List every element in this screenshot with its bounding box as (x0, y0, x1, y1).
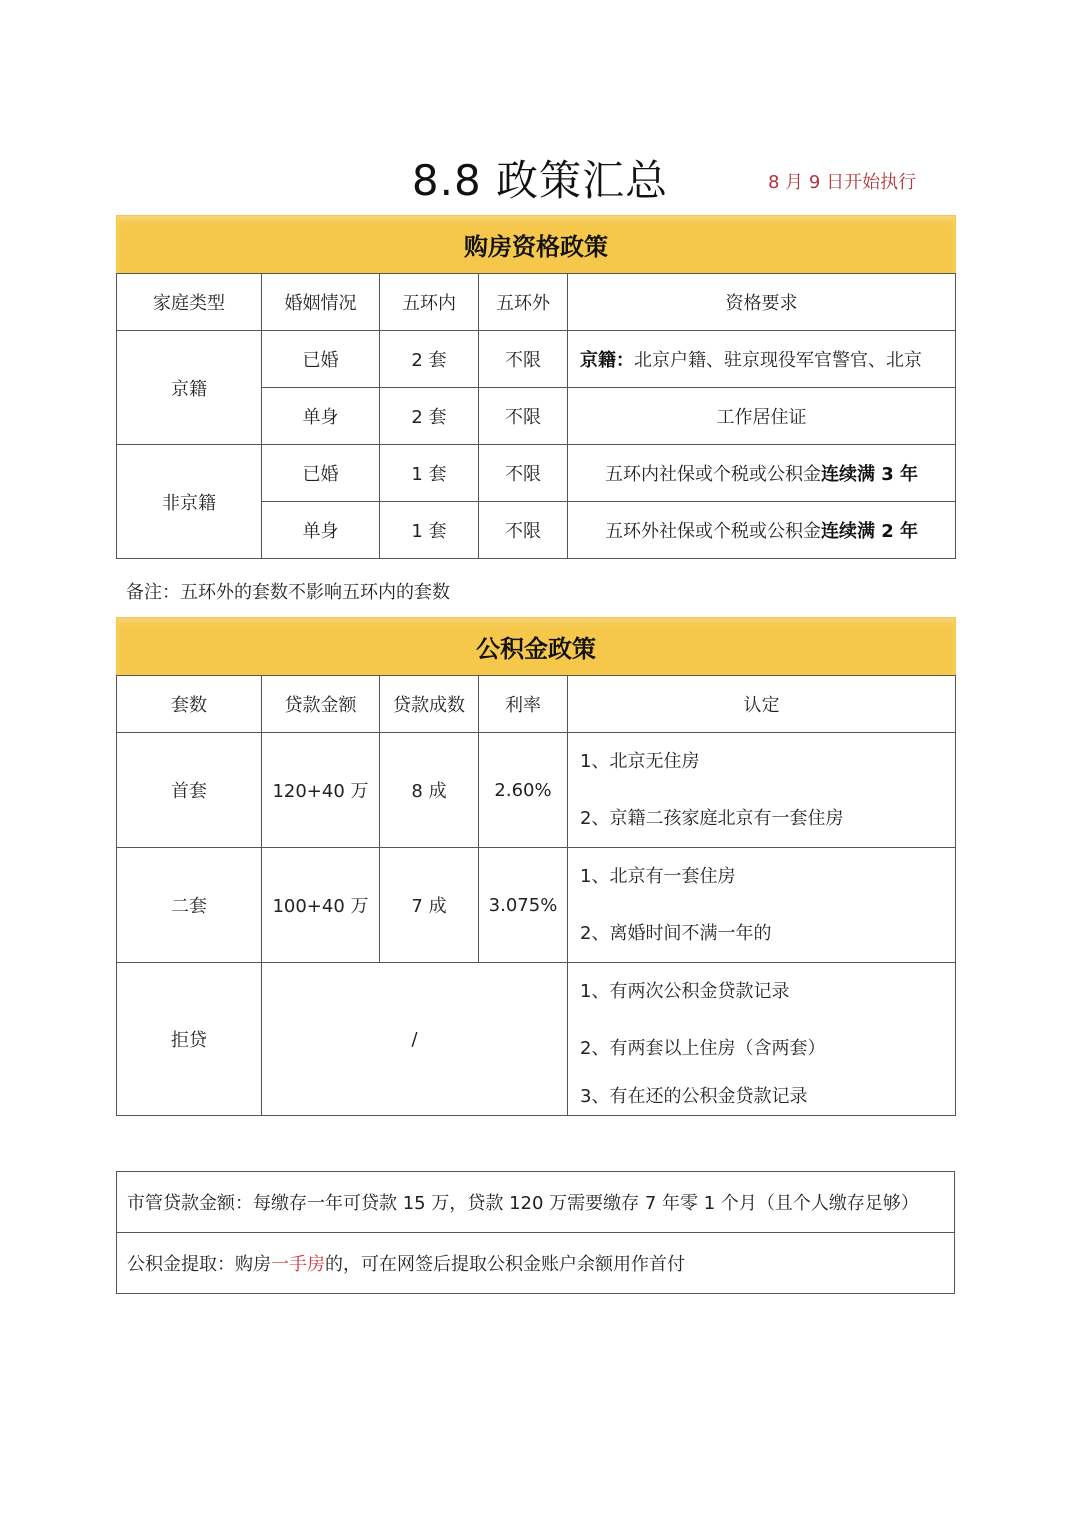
requirement-feijing-inside (568, 445, 956, 502)
header-rate: 利率 (479, 676, 568, 733)
table-row (117, 963, 956, 1116)
outside-count-cell: 不限 (479, 331, 568, 388)
set-cell: 二套 (117, 848, 262, 963)
inside-count-cell: 2 套 (380, 331, 479, 388)
withdrawal-text-b: 的，可在网签后提取公积金账户余额用作首付 (325, 1254, 685, 1275)
table-row (117, 331, 956, 388)
requirement-jing-line2: 工作居住证 (568, 388, 956, 445)
header-ratio: 贷款成数 (380, 676, 479, 733)
outside-count-cell: 不限 (479, 445, 568, 502)
header-amount: 贷款金额 (262, 676, 380, 733)
table-header-row (117, 274, 956, 331)
requirement-text: 五环内社保或个税或公积金 (604, 464, 821, 485)
criteria-item: 3、有在还的公积金贷款记录 (580, 1086, 808, 1107)
inside-count-cell: 1 套 (380, 445, 479, 502)
ratio-cell: 8 成 (380, 733, 479, 848)
criteria-item: 1、北京无住房 (580, 751, 700, 772)
fund-policy-heading: 公积金政策 (117, 618, 956, 676)
amount-cell: 120+40 万 (262, 733, 380, 848)
table-header-row (117, 676, 956, 733)
marital-cell: 已婚 (262, 445, 380, 502)
loan-amount-info: 市管贷款金额：每缴存一年可贷款 15 万，贷款 120 万需要缴存 7 年零 1 个月（且个人缴存足够） (127, 1193, 919, 1214)
criteria-cell (568, 733, 956, 848)
table-row (117, 445, 956, 502)
rate-cell: 2.60% (479, 733, 568, 848)
header-marital: 婚姻情况 (262, 274, 380, 331)
page-title: 8.8 政策汇总 (411, 156, 669, 205)
header-family-type: 家庭类型 (117, 274, 262, 331)
withdrawal-text-a: 公积金提取：购房 (127, 1254, 271, 1275)
family-type-jing: 京籍 (117, 331, 262, 445)
outside-count-cell: 不限 (479, 502, 568, 559)
requirement-jing-line1 (568, 331, 956, 388)
rate-cell: 3.075% (479, 848, 568, 963)
amount-cell: 100+40 万 (262, 848, 380, 963)
outside-count-cell: 不限 (479, 388, 568, 445)
reject-middle-cell: / (262, 963, 568, 1116)
withdrawal-highlight: 一手房 (271, 1254, 325, 1275)
criteria-item: 2、有两套以上住房（含两套） (580, 1038, 826, 1059)
purchase-policy-heading: 购房资格政策 (117, 216, 956, 274)
set-cell: 拒贷 (117, 963, 262, 1116)
fund-withdrawal-info (117, 1232, 954, 1293)
requirement-text: 五环外社保或个税或公积金 (604, 521, 821, 542)
header-criteria: 认定 (568, 676, 956, 733)
header-outside-5th-ring: 五环外 (479, 274, 568, 331)
criteria-cell (568, 848, 956, 963)
ratio-cell: 7 成 (380, 848, 479, 963)
fund-policy-table (116, 617, 956, 1116)
requirement-duration: 连续满 3 年 (820, 464, 919, 485)
criteria-item: 2、京籍二孩家庭北京有一套住房 (580, 808, 844, 829)
effective-date: 8 月 9 日开始执行 (768, 172, 917, 193)
requirement-duration: 连续满 2 年 (820, 521, 919, 542)
criteria-item: 1、北京有一套住房 (580, 866, 736, 887)
requirement-jing-text: 北京户籍、驻京现役军官警官、北京 (634, 350, 922, 371)
criteria-item: 1、有两次公积金贷款记录 (580, 981, 790, 1002)
inside-count-cell: 2 套 (380, 388, 479, 445)
family-type-feijing: 非京籍 (117, 445, 262, 559)
purchase-policy-table (116, 215, 956, 559)
table-row (117, 733, 956, 848)
inside-count-cell: 1 套 (380, 502, 479, 559)
header-set: 套数 (117, 676, 262, 733)
criteria-item: 2、离婚时间不满一年的 (580, 923, 772, 944)
requirement-feijing-outside (568, 502, 956, 559)
marital-cell: 已婚 (262, 331, 380, 388)
header-inside-5th-ring: 五环内 (380, 274, 479, 331)
marital-cell: 单身 (262, 502, 380, 559)
criteria-cell (568, 963, 956, 1116)
purchase-note: 备注：五环外的套数不影响五环内的套数 (126, 582, 450, 603)
table-row (117, 848, 956, 963)
info-box (116, 1171, 955, 1294)
marital-cell: 单身 (262, 388, 380, 445)
set-cell: 首套 (117, 733, 262, 848)
header-requirement: 资格要求 (568, 274, 956, 331)
requirement-jing-label: 京籍： (580, 350, 634, 371)
